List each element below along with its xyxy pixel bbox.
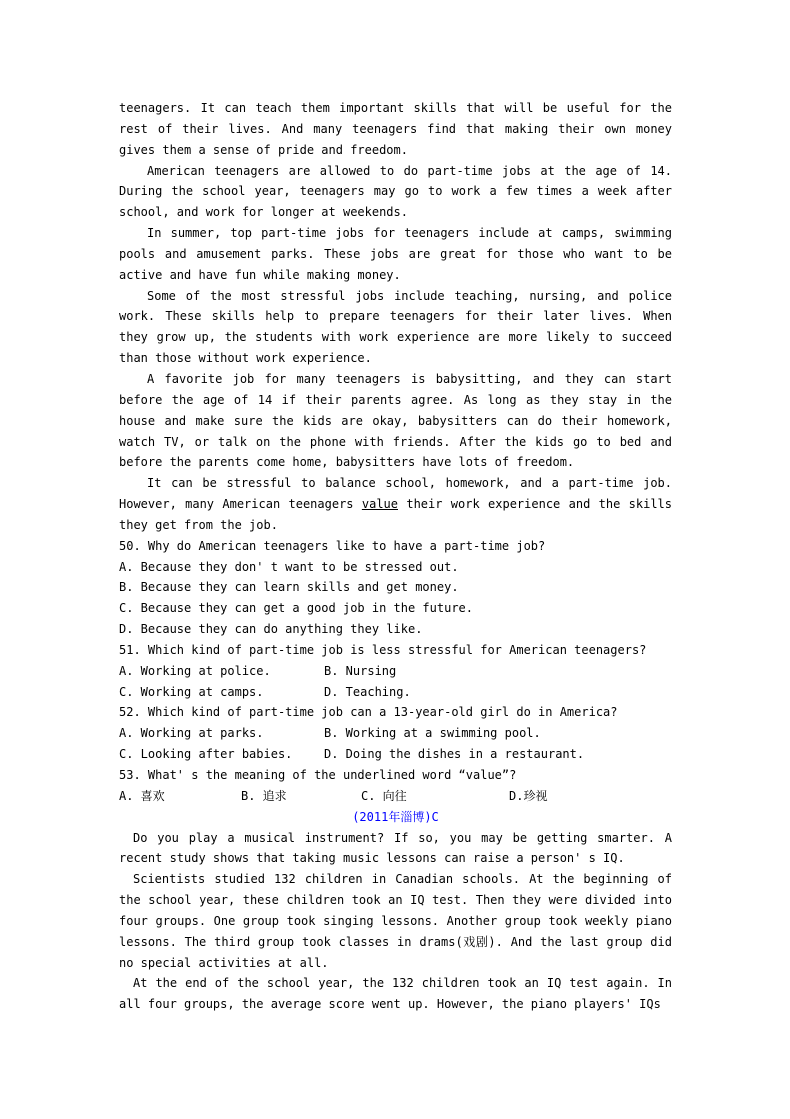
- passage1-paragraph-4: Some of the most stressful jobs include teaching, nursing, and police work. These skills help to prepare teenagers for their later lives. When they grow up, the students with work experience are more likely to succeed than those without work experience.: [119, 288, 672, 366]
- passage2-paragraph-3: At the end of the school year, the 132 children took an IQ test again. In all four groups, the average score went up. However, the piano players' IQs: [119, 976, 672, 1012]
- passage1-paragraph-1: teenagers. It can teach them important skills that will be useful for the rest of their lives. And many teenagers find that making their own money gives them a sense of pride and freedom.: [119, 101, 672, 157]
- question-52: [119, 702, 672, 765]
- question-52-option-a: A. Working at parks.: [119, 726, 264, 741]
- passage1-paragraph-6: [119, 473, 672, 536]
- question-53-option-b: B. 追求: [241, 788, 287, 803]
- question-51-stem: 51. Which kind of part-time job is less stressful for American teenagers?: [119, 642, 647, 657]
- question-51-options-row-2: [119, 682, 672, 703]
- question-50-option-c: C. Because they can get a good job in the future.: [119, 601, 474, 616]
- question-50-option-d: D. Because they can do anything they like.: [119, 622, 423, 637]
- question-52-stem: 52. Which kind of part-time job can a 13-year-old girl do in America?: [119, 705, 618, 720]
- underlined-word-value: value: [361, 497, 398, 512]
- passage1-paragraph-3: In summer, top part-time jobs for teenagers include at camps, swimming pools and amusement parks. These jobs are great for those who want to be active and have fun while making money.: [119, 226, 672, 282]
- paragraph-text: It can be stressful to balance school, homework, and a part-time job. However, many American teenagers: [119, 476, 672, 512]
- paragraph-text: their work experience and the skills they get from the job.: [119, 497, 672, 532]
- question-53-stem: 53. What' s the meaning of the underlined word “value”?: [119, 768, 517, 782]
- question-50: [119, 536, 672, 640]
- question-53-option-a: A. 喜欢: [119, 788, 165, 803]
- question-53-option-d: D.珍视: [509, 788, 548, 803]
- question-51-option-c: C. Working at camps.: [119, 684, 264, 699]
- question-52-option-d: D. Doing the dishes in a restaurant.: [324, 747, 585, 762]
- passage-source-label: (2011年淄博)C: [352, 809, 439, 824]
- question-50-option-a: A. Because they don' t want to be stressed out.: [119, 559, 459, 574]
- question-51-option-d: D. Teaching.: [324, 684, 411, 699]
- question-53: [119, 765, 672, 807]
- question-52-option-c: C. Looking after babies.: [119, 747, 293, 762]
- question-51: [119, 640, 672, 703]
- question-52-options-row-2: [119, 744, 672, 765]
- question-52-option-b: B. Working at a swimming pool.: [324, 726, 541, 741]
- question-50-stem: 50. Why do American teenagers like to have a part-time job?: [119, 538, 546, 553]
- passage1-paragraph-2: American teenagers are allowed to do part-time jobs at the age of 14. During the school year, teenagers may go to work a few times a week after school, and work for longer at weekends.: [119, 163, 672, 220]
- question-50-option-b: B. Because they can learn skills and get money.: [119, 580, 459, 595]
- question-53-option-c: C. 向往: [361, 788, 407, 803]
- question-51-option-b: B. Nursing: [324, 663, 397, 678]
- passage1-paragraph-5: A favorite job for many teenagers is babysitting, and they can start before the age of 14 if their parents agree. As long as they stay in the house and make sure the kids are okay, babysitters can do their homework, watch TV, or talk on the phone with friends. After the kids go to bed and before the parents come home, babysitters have lots of freedom.: [119, 371, 672, 470]
- passage2-paragraph-1: Do you play a musical instrument? If so, you may be getting smarter. A recent study shows that taking music lessons can raise a person' s IQ.: [119, 830, 672, 866]
- question-53-options-row: [119, 786, 672, 807]
- question-52-options-row-1: [119, 723, 672, 744]
- question-51-options-row-1: [119, 661, 672, 682]
- passage2-paragraph-2: Scientists studied 132 children in Canadian schools. At the beginning of the school year, these children took an IQ test. Then they were divided into four groups. One group took singing lessons. Another group took weekly piano lessons. The third group took classes in drams(戏剧). And the last group did no special activities at all.: [119, 872, 672, 970]
- question-51-option-a: A. Working at police.: [119, 663, 271, 678]
- page-content: [119, 98, 672, 1015]
